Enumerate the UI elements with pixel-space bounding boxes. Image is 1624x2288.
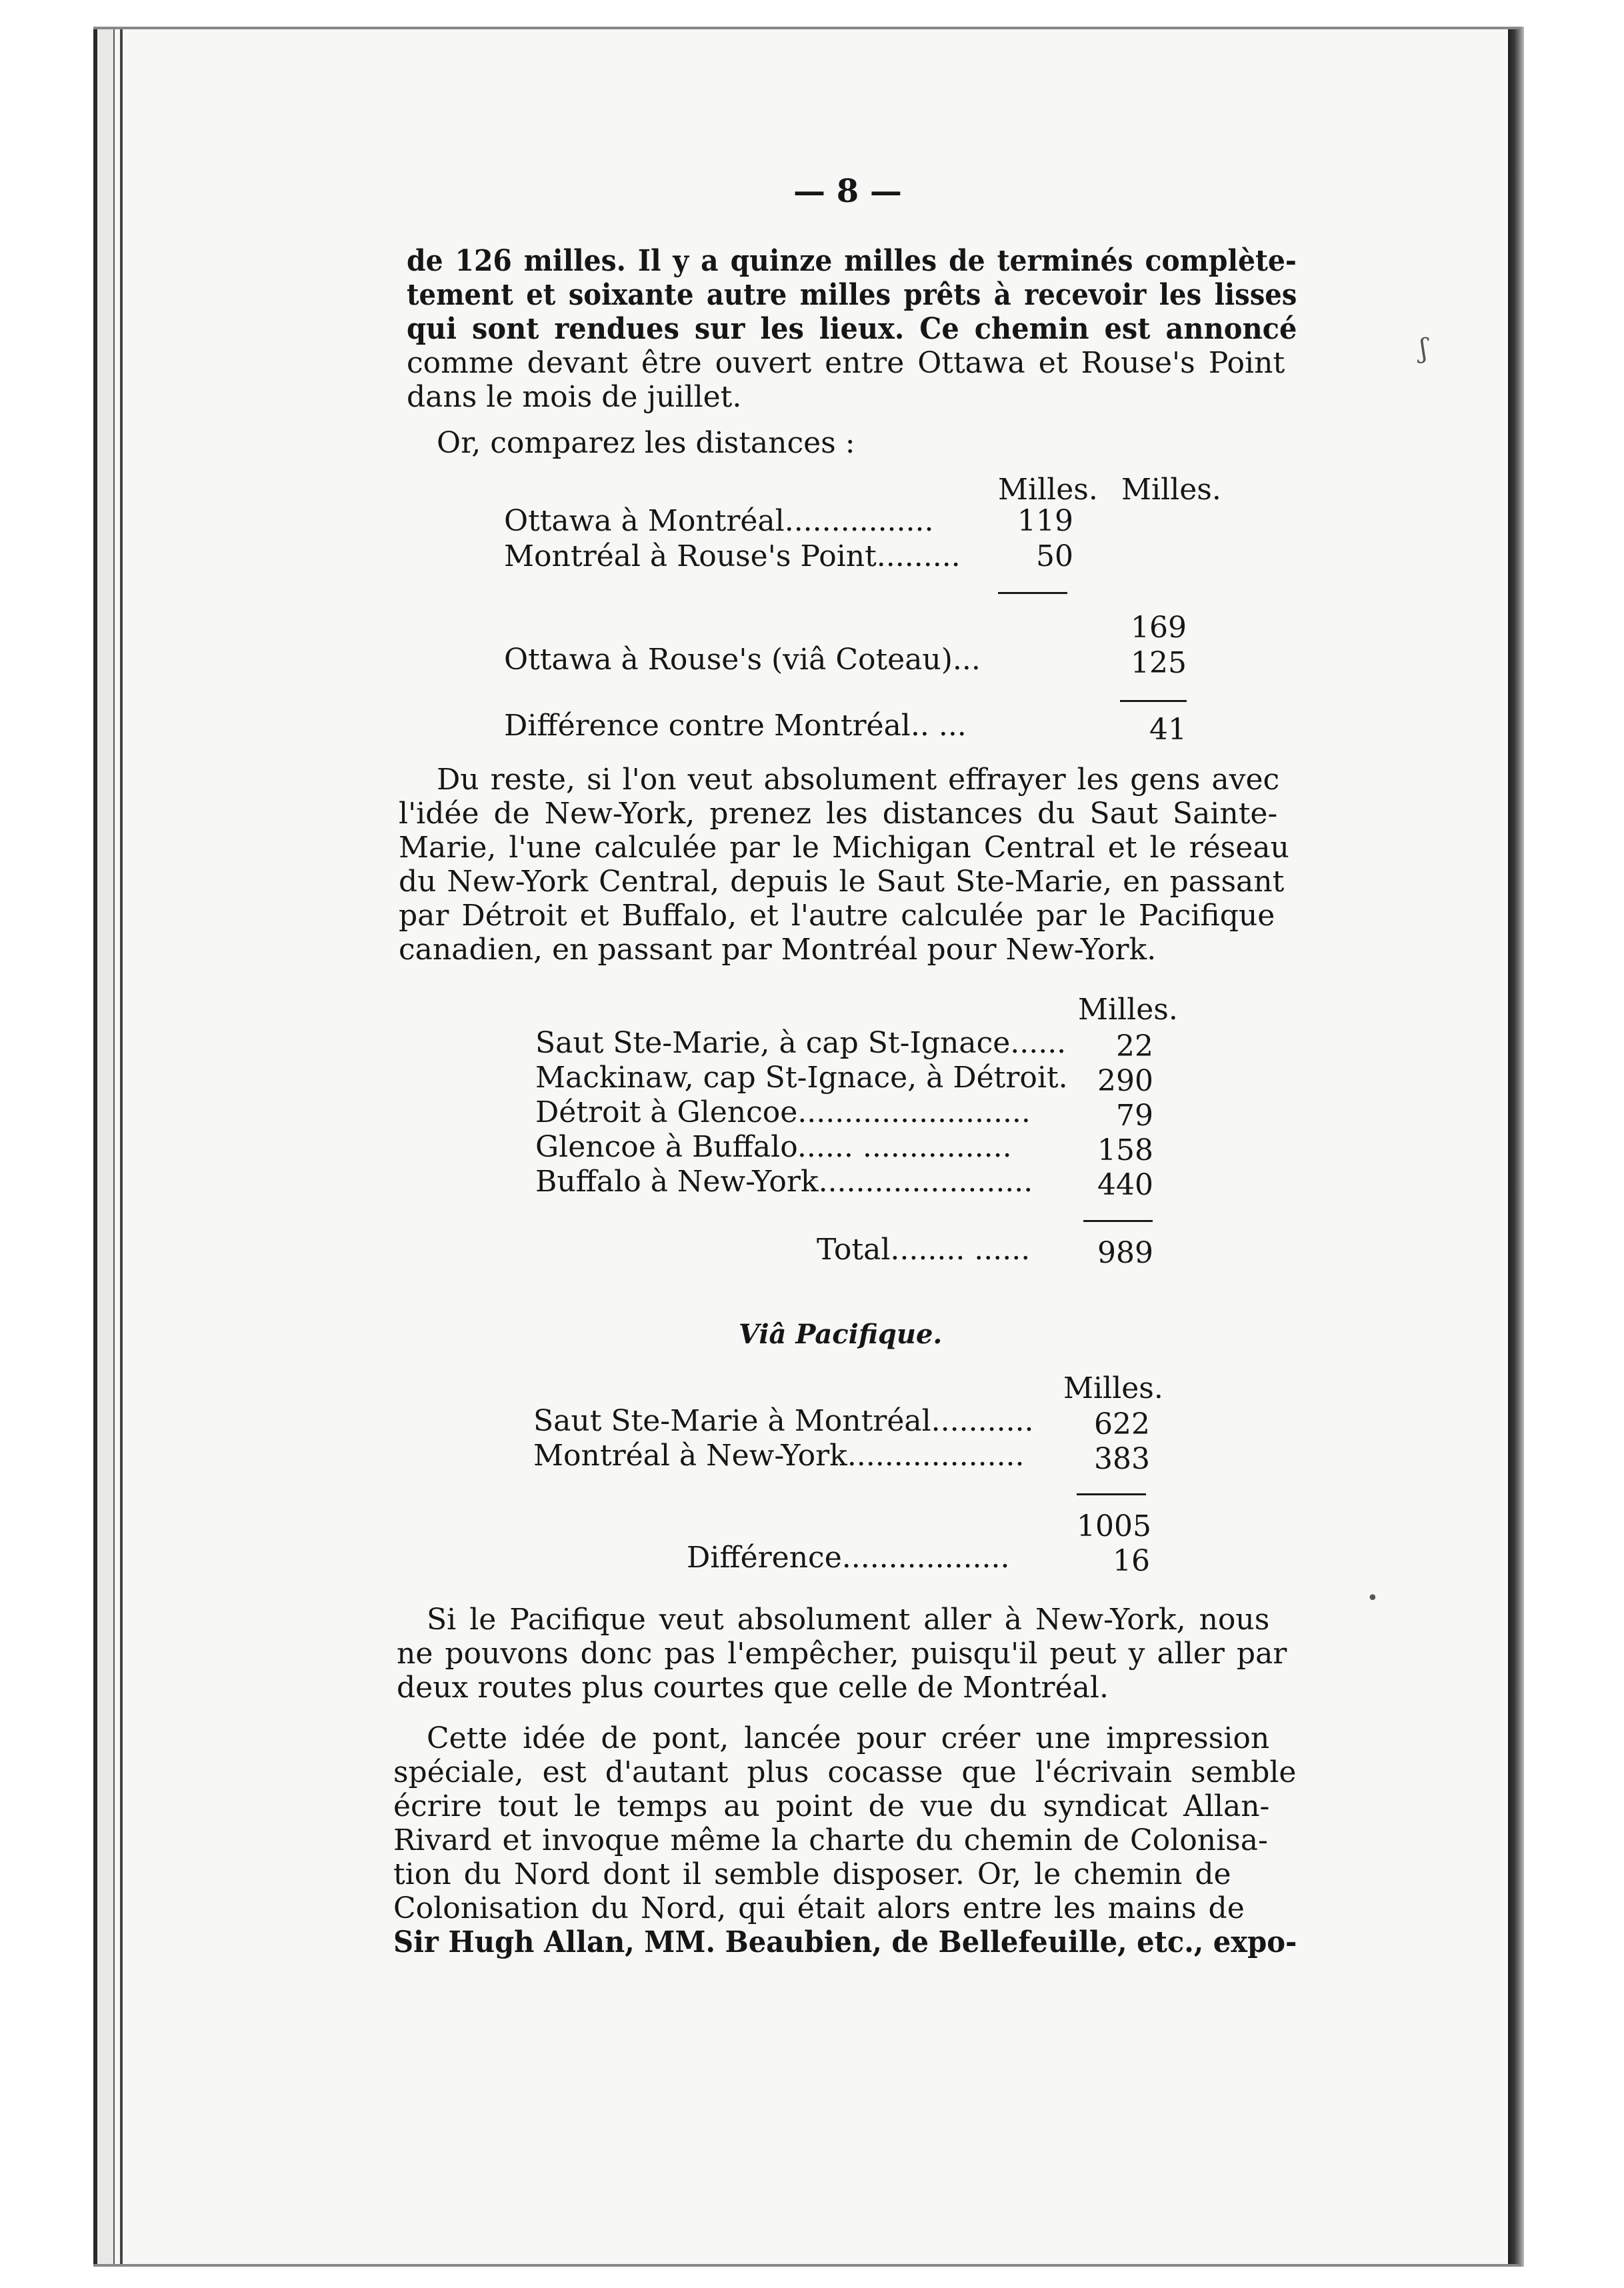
page-right-shadow <box>1508 27 1524 2267</box>
scan-speck: ʃ <box>1420 333 1427 364</box>
row-value: 119 <box>1017 504 1073 538</box>
compare-intro: Or, comparez les distances : <box>437 426 855 460</box>
text-line: du New-York Central, depuis le Saut Ste-Marie, en passant <box>399 865 1285 899</box>
text-line: de 126 milles. Il y a quinze milles de terminés complète- <box>407 244 1297 278</box>
row-label: Ottawa à Rouse's (viâ Coteau)... <box>504 643 981 677</box>
text-line: comme devant être ouvert entre Ottawa et Rouse's Point <box>407 346 1285 380</box>
column-header: Milles. <box>1121 473 1221 507</box>
row-value: 22 <box>1116 1029 1153 1063</box>
column-header: Milles. <box>1078 993 1178 1027</box>
text-line: écrire tout le temps au point de vue du syndicat Allan- <box>393 1789 1270 1823</box>
page-top-edge <box>93 27 1520 29</box>
sum-value: 1005 <box>1077 1509 1151 1543</box>
page-binding-edge <box>93 27 115 2267</box>
row-value: 622 <box>1094 1407 1150 1441</box>
text-line: spéciale, est d'autant plus cocasse que l'écrivain semble <box>393 1755 1297 1789</box>
difference-value: 41 <box>1149 713 1187 747</box>
sum-rule <box>1077 1493 1146 1495</box>
column-header: Milles. <box>998 473 1098 507</box>
subtotal-value: 169 <box>1131 611 1187 645</box>
text-line: Si le Pacifique veut absolument aller à New-York, nous <box>427 1603 1270 1637</box>
text-line: Cette idée de pont, lancée pour créer une impression <box>427 1721 1270 1755</box>
sum-rule <box>998 592 1067 594</box>
row-value: 158 <box>1097 1133 1153 1167</box>
row-label: Ottawa à Montréal................ <box>504 504 934 538</box>
total-label: Total........ ...... <box>817 1233 1031 1267</box>
text-line: deux routes plus courtes que celle de Montréal. <box>397 1671 1109 1705</box>
text-line: tion du Nord dont il semble disposer. Or, le chemin de <box>393 1857 1231 1891</box>
scan-speck: • <box>1367 1587 1379 1610</box>
text-line: tement et soixante autre milles prêts à recevoir les lisses <box>407 278 1297 312</box>
text-line: qui sont rendues sur les lieux. Ce chemin est annoncé <box>407 312 1297 346</box>
via-pacifique-heading: Viâ Pacifique. <box>739 1319 943 1350</box>
text-line: par Détroit et Buffalo, et l'autre calculée par le Pacifique <box>399 899 1275 933</box>
page-number: — 8 — <box>793 173 902 210</box>
page-binding-line <box>120 27 123 2267</box>
row-label: Glencoe à Buffalo...... ................ <box>535 1130 1012 1164</box>
text-line: dans le mois de juillet. <box>407 380 742 414</box>
page-bottom-edge <box>93 2264 1520 2267</box>
difference-value: 16 <box>1113 1544 1150 1578</box>
text-line: Colonisation du Nord, qui était alors entre les mains de <box>393 1891 1245 1925</box>
row-value: 50 <box>1036 539 1073 573</box>
row-label: Détroit à Glencoe......................... <box>535 1095 1031 1129</box>
row-value: 290 <box>1097 1064 1153 1098</box>
sum-rule <box>1120 700 1187 702</box>
row-label: Montréal à Rouse's Point......... <box>504 539 961 573</box>
text-line: l'idée de New-York, prenez les distances du Saut Sainte- <box>399 797 1278 831</box>
row-label: Mackinaw, cap St-Ignace, à Détroit. <box>535 1061 1068 1095</box>
difference-label: Différence.................. <box>687 1541 1010 1575</box>
row-value: 79 <box>1116 1099 1153 1133</box>
total-value: 989 <box>1097 1236 1153 1270</box>
column-header: Milles. <box>1063 1371 1163 1405</box>
row-label: Saut Ste-Marie à Montréal........... <box>533 1404 1034 1438</box>
row-label: Buffalo à New-York....................... <box>535 1165 1033 1199</box>
text-line: Sir Hugh Allan, MM. Beaubien, de Bellefeuille, etc., expo- <box>393 1925 1297 1959</box>
text-line: canadien, en passant par Montréal pour New-York. <box>399 933 1157 967</box>
row-value: 125 <box>1131 646 1187 680</box>
row-label: Montréal à New-York................... <box>533 1439 1025 1473</box>
row-label: Saut Ste-Marie, à cap St-Ignace...... <box>535 1026 1067 1060</box>
sum-rule <box>1083 1220 1153 1222</box>
row-value: 440 <box>1097 1168 1153 1202</box>
text-line: Rivard et invoque même la charte du chemin de Colonisa- <box>393 1823 1268 1857</box>
text-line: Du reste, si l'on veut absolument effrayer les gens avec <box>437 763 1280 797</box>
text-line: ne pouvons donc pas l'empêcher, puisqu'il peut y aller par <box>397 1637 1287 1671</box>
difference-label: Différence contre Montréal.. ... <box>504 709 967 743</box>
text-line: Marie, l'une calculée par le Michigan Central et le réseau <box>399 831 1289 865</box>
row-value: 383 <box>1094 1442 1150 1476</box>
